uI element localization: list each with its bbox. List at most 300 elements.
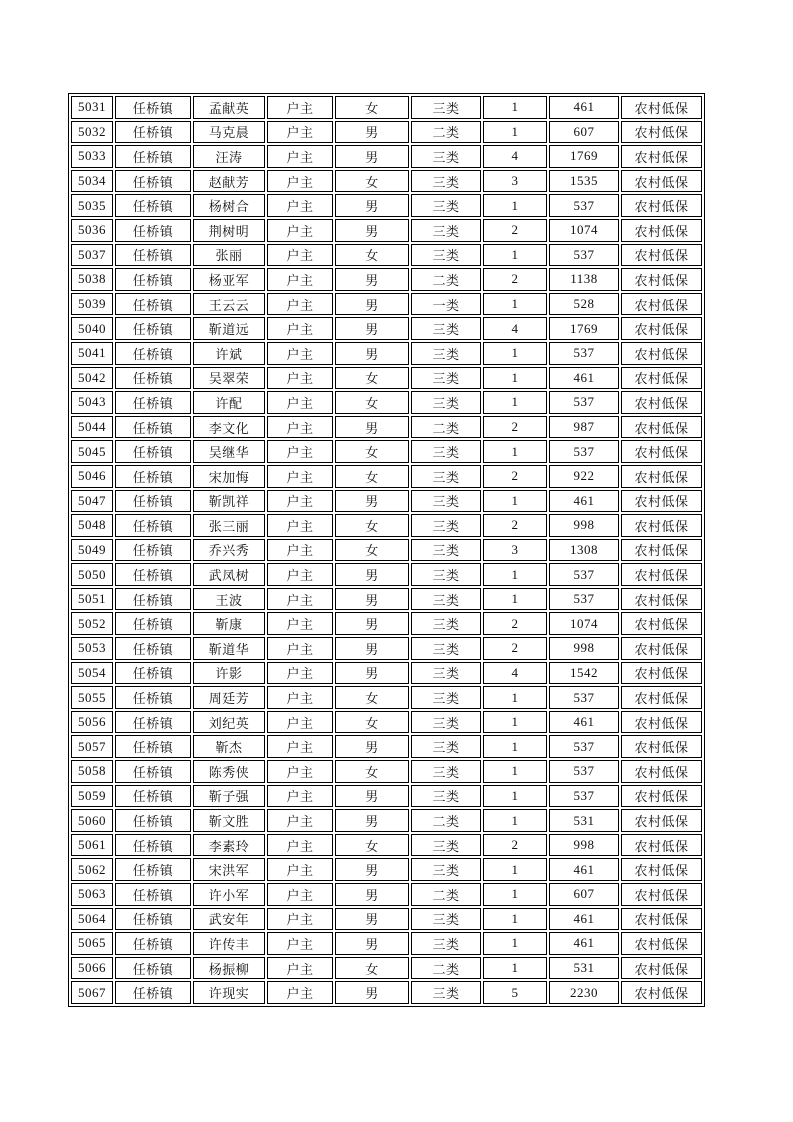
cell-name: 武凤树 (193, 563, 265, 586)
table-row (71, 391, 702, 414)
cell-householder-relation: 户主 (267, 342, 333, 365)
cell-assistance-type: 农村低保 (621, 465, 702, 488)
cell-householder-relation: 户主 (267, 809, 333, 832)
cell-category: 三类 (411, 834, 481, 857)
cell-assistance-type: 农村低保 (621, 96, 702, 119)
cell-amount: 531 (549, 957, 619, 980)
table-row (71, 194, 702, 217)
cell-householder-relation: 户主 (267, 293, 333, 316)
cell-gender: 女 (335, 391, 409, 414)
cell-amount: 922 (549, 465, 619, 488)
cell-category: 二类 (411, 268, 481, 291)
cell-row-id: 5044 (71, 416, 113, 439)
cell-person-count: 2 (483, 612, 547, 635)
cell-category: 三类 (411, 711, 481, 734)
cell-category: 三类 (411, 391, 481, 414)
cell-row-id: 5055 (71, 686, 113, 709)
table-row (71, 612, 702, 635)
cell-householder-relation: 户主 (267, 121, 333, 144)
cell-assistance-type: 农村低保 (621, 957, 702, 980)
table-row (71, 686, 702, 709)
cell-householder-relation: 户主 (267, 145, 333, 168)
table-row (71, 219, 702, 242)
cell-name: 许传丰 (193, 932, 265, 955)
table-row (71, 662, 702, 685)
cell-gender: 男 (335, 145, 409, 168)
cell-town: 任桥镇 (115, 588, 191, 611)
cell-person-count: 1 (483, 711, 547, 734)
cell-person-count: 1 (483, 490, 547, 513)
cell-householder-relation: 户主 (267, 219, 333, 242)
cell-row-id: 5064 (71, 908, 113, 931)
table-row (71, 293, 702, 316)
cell-assistance-type: 农村低保 (621, 145, 702, 168)
cell-name: 王云云 (193, 293, 265, 316)
cell-householder-relation: 户主 (267, 711, 333, 734)
cell-row-id: 5050 (71, 563, 113, 586)
cell-assistance-type: 农村低保 (621, 908, 702, 931)
cell-name: 武安年 (193, 908, 265, 931)
cell-assistance-type: 农村低保 (621, 809, 702, 832)
cell-gender: 男 (335, 317, 409, 340)
cell-amount: 987 (549, 416, 619, 439)
cell-assistance-type: 农村低保 (621, 981, 702, 1004)
cell-amount: 461 (549, 711, 619, 734)
cell-town: 任桥镇 (115, 219, 191, 242)
cell-name: 靳康 (193, 612, 265, 635)
cell-assistance-type: 农村低保 (621, 317, 702, 340)
cell-amount: 537 (549, 342, 619, 365)
cell-name: 靳道远 (193, 317, 265, 340)
cell-row-id: 5033 (71, 145, 113, 168)
cell-person-count: 1 (483, 293, 547, 316)
cell-row-id: 5051 (71, 588, 113, 611)
cell-category: 三类 (411, 194, 481, 217)
cell-person-count: 1 (483, 391, 547, 414)
cell-category: 二类 (411, 416, 481, 439)
cell-amount: 998 (549, 637, 619, 660)
cell-gender: 女 (335, 367, 409, 390)
cell-gender: 女 (335, 711, 409, 734)
cell-person-count: 2 (483, 268, 547, 291)
cell-town: 任桥镇 (115, 662, 191, 685)
cell-row-id: 5038 (71, 268, 113, 291)
table-row (71, 465, 702, 488)
cell-assistance-type: 农村低保 (621, 834, 702, 857)
cell-name: 靳道华 (193, 637, 265, 660)
cell-row-id: 5054 (71, 662, 113, 685)
cell-town: 任桥镇 (115, 367, 191, 390)
cell-gender: 男 (335, 785, 409, 808)
cell-householder-relation: 户主 (267, 686, 333, 709)
cell-name: 周廷芳 (193, 686, 265, 709)
cell-category: 三类 (411, 662, 481, 685)
cell-row-id: 5041 (71, 342, 113, 365)
cell-gender: 男 (335, 932, 409, 955)
table-row (71, 637, 702, 660)
cell-amount: 2230 (549, 981, 619, 1004)
cell-row-id: 5039 (71, 293, 113, 316)
cell-town: 任桥镇 (115, 612, 191, 635)
cell-householder-relation: 户主 (267, 514, 333, 537)
cell-name: 孟献英 (193, 96, 265, 119)
cell-person-count: 1 (483, 957, 547, 980)
table-row (71, 883, 702, 906)
cell-assistance-type: 农村低保 (621, 662, 702, 685)
cell-gender: 男 (335, 588, 409, 611)
cell-category: 三类 (411, 490, 481, 513)
cell-person-count: 1 (483, 588, 547, 611)
cell-householder-relation: 户主 (267, 834, 333, 857)
cell-person-count: 1 (483, 440, 547, 463)
cell-town: 任桥镇 (115, 686, 191, 709)
cell-town: 任桥镇 (115, 317, 191, 340)
cell-person-count: 1 (483, 883, 547, 906)
cell-householder-relation: 户主 (267, 637, 333, 660)
cell-amount: 537 (549, 735, 619, 758)
cell-householder-relation: 户主 (267, 244, 333, 267)
table-row (71, 957, 702, 980)
cell-householder-relation: 户主 (267, 563, 333, 586)
cell-person-count: 1 (483, 858, 547, 881)
cell-amount: 537 (549, 244, 619, 267)
table-row (71, 342, 702, 365)
cell-town: 任桥镇 (115, 342, 191, 365)
cell-householder-relation: 户主 (267, 588, 333, 611)
cell-name: 杨树合 (193, 194, 265, 217)
cell-gender: 男 (335, 490, 409, 513)
cell-person-count: 1 (483, 96, 547, 119)
cell-row-id: 5049 (71, 539, 113, 562)
cell-assistance-type: 农村低保 (621, 440, 702, 463)
cell-gender: 男 (335, 563, 409, 586)
cell-row-id: 5057 (71, 735, 113, 758)
cell-amount: 537 (549, 391, 619, 414)
cell-town: 任桥镇 (115, 490, 191, 513)
cell-town: 任桥镇 (115, 637, 191, 660)
cell-gender: 男 (335, 883, 409, 906)
cell-category: 三类 (411, 219, 481, 242)
cell-category: 三类 (411, 612, 481, 635)
table-row (71, 932, 702, 955)
table-row (71, 588, 702, 611)
cell-gender: 男 (335, 662, 409, 685)
cell-householder-relation: 户主 (267, 416, 333, 439)
cell-town: 任桥镇 (115, 268, 191, 291)
cell-category: 三类 (411, 932, 481, 955)
cell-town: 任桥镇 (115, 121, 191, 144)
cell-category: 三类 (411, 514, 481, 537)
cell-assistance-type: 农村低保 (621, 194, 702, 217)
cell-row-id: 5047 (71, 490, 113, 513)
cell-assistance-type: 农村低保 (621, 612, 702, 635)
cell-category: 三类 (411, 908, 481, 931)
cell-row-id: 5043 (71, 391, 113, 414)
cell-row-id: 5063 (71, 883, 113, 906)
cell-person-count: 1 (483, 735, 547, 758)
cell-person-count: 1 (483, 563, 547, 586)
table-row (71, 539, 702, 562)
cell-row-id: 5045 (71, 440, 113, 463)
cell-amount: 461 (549, 367, 619, 390)
table-row (71, 858, 702, 881)
cell-amount: 461 (549, 908, 619, 931)
cell-householder-relation: 户主 (267, 391, 333, 414)
cell-amount: 528 (549, 293, 619, 316)
cell-category: 三类 (411, 440, 481, 463)
cell-person-count: 1 (483, 244, 547, 267)
cell-person-count: 2 (483, 219, 547, 242)
cell-person-count: 2 (483, 637, 547, 660)
cell-category: 三类 (411, 981, 481, 1004)
cell-row-id: 5040 (71, 317, 113, 340)
cell-category: 三类 (411, 760, 481, 783)
cell-assistance-type: 农村低保 (621, 490, 702, 513)
cell-category: 三类 (411, 244, 481, 267)
cell-householder-relation: 户主 (267, 612, 333, 635)
cell-person-count: 2 (483, 514, 547, 537)
cell-row-id: 5036 (71, 219, 113, 242)
cell-householder-relation: 户主 (267, 194, 333, 217)
cell-amount: 461 (549, 858, 619, 881)
cell-town: 任桥镇 (115, 244, 191, 267)
table-row (71, 735, 702, 758)
cell-town: 任桥镇 (115, 514, 191, 537)
cell-amount: 461 (549, 490, 619, 513)
table-row (71, 809, 702, 832)
cell-assistance-type: 农村低保 (621, 293, 702, 316)
cell-householder-relation: 户主 (267, 785, 333, 808)
cell-gender: 男 (335, 612, 409, 635)
cell-amount: 537 (549, 440, 619, 463)
cell-row-id: 5048 (71, 514, 113, 537)
cell-town: 任桥镇 (115, 391, 191, 414)
table-row (71, 145, 702, 168)
cell-gender: 女 (335, 539, 409, 562)
cell-name: 吴翠荣 (193, 367, 265, 390)
table-row (71, 367, 702, 390)
cell-amount: 1769 (549, 145, 619, 168)
cell-assistance-type: 农村低保 (621, 391, 702, 414)
cell-person-count: 5 (483, 981, 547, 1004)
cell-name: 许小军 (193, 883, 265, 906)
cell-gender: 女 (335, 760, 409, 783)
cell-name: 宋洪军 (193, 858, 265, 881)
cell-person-count: 2 (483, 834, 547, 857)
cell-gender: 男 (335, 121, 409, 144)
cell-householder-relation: 户主 (267, 883, 333, 906)
cell-amount: 537 (549, 563, 619, 586)
cell-gender: 男 (335, 194, 409, 217)
cell-name: 靳文胜 (193, 809, 265, 832)
cell-assistance-type: 农村低保 (621, 121, 702, 144)
cell-row-id: 5056 (71, 711, 113, 734)
cell-householder-relation: 户主 (267, 858, 333, 881)
cell-name: 许配 (193, 391, 265, 414)
cell-assistance-type: 农村低保 (621, 637, 702, 660)
cell-householder-relation: 户主 (267, 367, 333, 390)
cell-name: 张三丽 (193, 514, 265, 537)
cell-name: 李文化 (193, 416, 265, 439)
cell-amount: 1138 (549, 268, 619, 291)
cell-person-count: 3 (483, 539, 547, 562)
cell-householder-relation: 户主 (267, 760, 333, 783)
cell-amount: 461 (549, 932, 619, 955)
cell-town: 任桥镇 (115, 785, 191, 808)
cell-gender: 男 (335, 981, 409, 1004)
cell-category: 二类 (411, 957, 481, 980)
cell-row-id: 5058 (71, 760, 113, 783)
cell-town: 任桥镇 (115, 465, 191, 488)
cell-row-id: 5059 (71, 785, 113, 808)
table-row (71, 760, 702, 783)
table-row (71, 834, 702, 857)
cell-row-id: 5066 (71, 957, 113, 980)
cell-name: 杨亚军 (193, 268, 265, 291)
table-row (71, 244, 702, 267)
cell-name: 刘纪英 (193, 711, 265, 734)
cell-assistance-type: 农村低保 (621, 735, 702, 758)
cell-householder-relation: 户主 (267, 170, 333, 193)
cell-gender: 女 (335, 440, 409, 463)
table-row (71, 317, 702, 340)
cell-category: 二类 (411, 809, 481, 832)
cell-person-count: 1 (483, 932, 547, 955)
cell-town: 任桥镇 (115, 416, 191, 439)
cell-person-count: 1 (483, 908, 547, 931)
table-row (71, 268, 702, 291)
cell-row-id: 5042 (71, 367, 113, 390)
subsidy-table (68, 93, 705, 1007)
cell-town: 任桥镇 (115, 908, 191, 931)
cell-assistance-type: 农村低保 (621, 268, 702, 291)
cell-householder-relation: 户主 (267, 662, 333, 685)
cell-row-id: 5060 (71, 809, 113, 832)
cell-town: 任桥镇 (115, 440, 191, 463)
cell-row-id: 5053 (71, 637, 113, 660)
cell-gender: 男 (335, 858, 409, 881)
cell-name: 李素玲 (193, 834, 265, 857)
cell-name: 吴继华 (193, 440, 265, 463)
table-row (71, 563, 702, 586)
cell-category: 三类 (411, 465, 481, 488)
table-row (71, 96, 702, 119)
cell-amount: 531 (549, 809, 619, 832)
table-row (71, 514, 702, 537)
cell-assistance-type: 农村低保 (621, 170, 702, 193)
cell-householder-relation: 户主 (267, 490, 333, 513)
cell-town: 任桥镇 (115, 834, 191, 857)
cell-row-id: 5065 (71, 932, 113, 955)
cell-name: 许影 (193, 662, 265, 685)
cell-person-count: 1 (483, 686, 547, 709)
cell-gender: 男 (335, 268, 409, 291)
cell-row-id: 5061 (71, 834, 113, 857)
cell-householder-relation: 户主 (267, 440, 333, 463)
cell-assistance-type: 农村低保 (621, 785, 702, 808)
cell-category: 三类 (411, 785, 481, 808)
cell-person-count: 1 (483, 194, 547, 217)
cell-category: 二类 (411, 883, 481, 906)
cell-gender: 男 (335, 735, 409, 758)
cell-householder-relation: 户主 (267, 96, 333, 119)
cell-row-id: 5067 (71, 981, 113, 1004)
cell-amount: 998 (549, 514, 619, 537)
cell-row-id: 5037 (71, 244, 113, 267)
cell-town: 任桥镇 (115, 957, 191, 980)
cell-person-count: 1 (483, 760, 547, 783)
cell-assistance-type: 农村低保 (621, 244, 702, 267)
cell-amount: 537 (549, 686, 619, 709)
cell-row-id: 5035 (71, 194, 113, 217)
cell-gender: 女 (335, 465, 409, 488)
cell-person-count: 4 (483, 317, 547, 340)
cell-category: 三类 (411, 96, 481, 119)
cell-town: 任桥镇 (115, 735, 191, 758)
table-row (71, 416, 702, 439)
cell-town: 任桥镇 (115, 760, 191, 783)
cell-assistance-type: 农村低保 (621, 883, 702, 906)
cell-householder-relation: 户主 (267, 735, 333, 758)
cell-gender: 男 (335, 293, 409, 316)
cell-gender: 女 (335, 834, 409, 857)
cell-name: 许斌 (193, 342, 265, 365)
cell-town: 任桥镇 (115, 711, 191, 734)
cell-assistance-type: 农村低保 (621, 342, 702, 365)
cell-town: 任桥镇 (115, 932, 191, 955)
cell-category: 三类 (411, 686, 481, 709)
cell-amount: 607 (549, 121, 619, 144)
cell-person-count: 4 (483, 145, 547, 168)
cell-assistance-type: 农村低保 (621, 514, 702, 537)
cell-gender: 女 (335, 514, 409, 537)
cell-town: 任桥镇 (115, 563, 191, 586)
cell-name: 靳凯祥 (193, 490, 265, 513)
cell-gender: 男 (335, 908, 409, 931)
cell-row-id: 5034 (71, 170, 113, 193)
cell-householder-relation: 户主 (267, 465, 333, 488)
cell-householder-relation: 户主 (267, 981, 333, 1004)
table-row (71, 121, 702, 144)
cell-assistance-type: 农村低保 (621, 219, 702, 242)
cell-row-id: 5046 (71, 465, 113, 488)
table-row (71, 908, 702, 931)
cell-amount: 1074 (549, 219, 619, 242)
cell-householder-relation: 户主 (267, 317, 333, 340)
cell-name: 宋加悔 (193, 465, 265, 488)
cell-gender: 女 (335, 244, 409, 267)
cell-person-count: 3 (483, 170, 547, 193)
cell-category: 三类 (411, 735, 481, 758)
cell-assistance-type: 农村低保 (621, 858, 702, 881)
cell-amount: 1542 (549, 662, 619, 685)
cell-town: 任桥镇 (115, 809, 191, 832)
table-row (71, 440, 702, 463)
cell-name: 张丽 (193, 244, 265, 267)
cell-name: 靳杰 (193, 735, 265, 758)
table-row (71, 981, 702, 1004)
cell-amount: 1535 (549, 170, 619, 193)
cell-assistance-type: 农村低保 (621, 711, 702, 734)
cell-householder-relation: 户主 (267, 932, 333, 955)
cell-row-id: 5032 (71, 121, 113, 144)
cell-amount: 537 (549, 785, 619, 808)
cell-name: 赵献芳 (193, 170, 265, 193)
cell-name: 荆树明 (193, 219, 265, 242)
cell-person-count: 2 (483, 465, 547, 488)
cell-name: 马克晨 (193, 121, 265, 144)
cell-town: 任桥镇 (115, 858, 191, 881)
